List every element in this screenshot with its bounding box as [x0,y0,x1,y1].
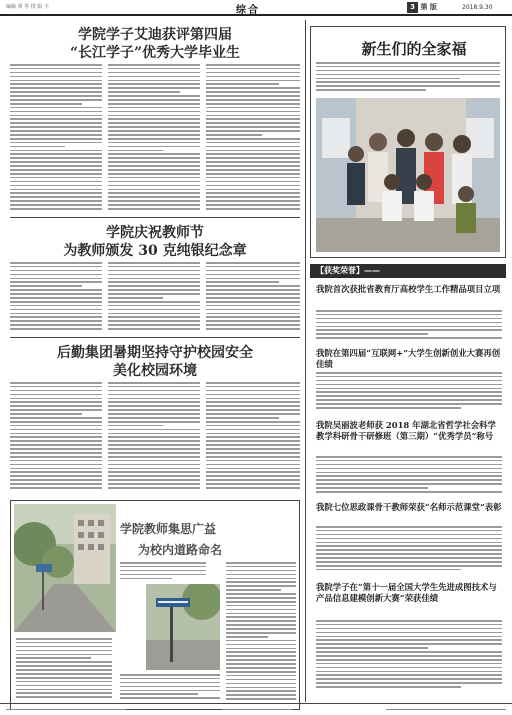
masthead-editor-line: 编辑 黄 等 排 版 字 [6,4,49,10]
masthead-date: 2018.9.30 [462,4,493,11]
article4-body-col1 [16,638,112,704]
footer-left [6,707,126,713]
award-item-4-title: 我院七位思政课骨干教师荣获“名师示范课堂”表彰 [316,502,502,512]
award-item-2-title: 我院在第四届“互联网+”大学生创新创业大赛再创佳绩 [316,348,501,369]
masthead-edition [407,2,437,13]
article1-body-col3 [206,64,300,214]
award-item-4-body [316,526,502,576]
article2-body-col1 [10,262,102,334]
masthead [0,0,512,16]
article4-body-col2-bottom [120,674,220,704]
campus-road-photo [14,504,116,632]
edition-number: 3 [407,2,418,13]
article1-body-col2 [108,64,200,214]
family-group-photo [316,98,500,252]
award-item-5-body [316,620,502,700]
article2-body-col3 [206,262,300,334]
article2-headline-line1: 学院庆祝教师节 [106,225,204,241]
award-item-1-title: 我院首次获批省教育厅高校学生工作精品项目立项 [316,284,501,294]
article4-headline-line2: 为校内道路命名 [138,543,223,557]
divider [10,337,300,338]
feature-title: 新生们的全家福 [361,40,467,58]
award-item-3-body [316,456,502,498]
article1-headline-line1: 学院学子艾迪获评第四届 [78,27,232,43]
article4-body-col3 [226,562,296,704]
divider [10,217,300,218]
street-sign-photo [146,584,220,670]
article3-headline-line1: 后勤集团暑期坚持守护校园安全 [57,345,253,361]
feature-caption [316,62,500,94]
article3-body-col1 [10,382,102,494]
article2-body-col2 [108,262,200,334]
awards-banner: 【获奖荣誉】—— [310,264,506,278]
column-divider [305,20,306,702]
article3-headline-line2: 美化校园环境 [113,363,197,379]
footer-right [386,707,506,713]
article1-body-col1 [10,64,102,214]
article1-headline-line2: “长江学子”优秀大学毕业生 [69,45,241,61]
article2-headline-line2: 为教师颁发 30 克纯银纪念章 [63,243,247,259]
masthead-section: 综合 [236,5,260,16]
award-item-1-body [316,310,502,344]
footer-center [222,707,292,713]
article3-body-col2 [108,382,200,494]
edition-label: 第 版 [420,3,437,11]
page-footer [0,703,512,715]
article4-headline-line1: 学院教师集思广益 [120,522,217,536]
award-item-5-title: 我院学子在“第十一届全国大学生先进成图技术与产品信息建模创新大赛”荣获佳绩 [316,582,497,603]
article4-body-col2-top [120,562,206,582]
award-item-3-title: 我院吴丽波老师获 2018 年湖北省哲学社会科学教学科研骨干研修班（第三期）“优秀学员”称号 [316,420,496,441]
award-item-2-body [316,372,502,414]
article3-body-col3 [206,382,300,494]
